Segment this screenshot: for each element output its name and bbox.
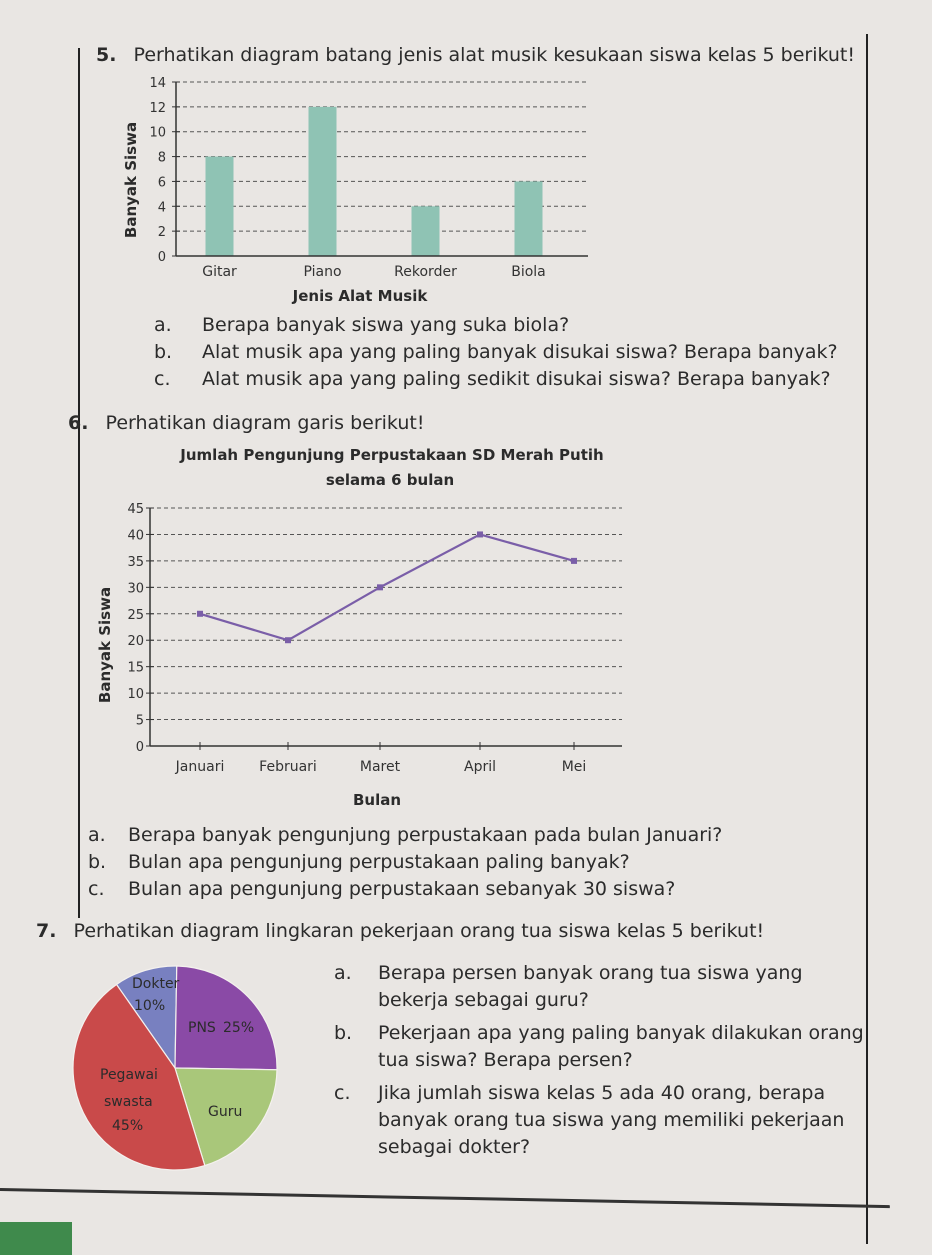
subitem-a: a. Berapa banyak siswa yang suka biola?: [154, 314, 570, 336]
line-y-tick-label: 0: [135, 740, 144, 755]
bar-y-tick-label: 12: [149, 100, 166, 116]
question-6: [68, 412, 424, 434]
line-y-tick-label: 30: [127, 581, 144, 597]
question-7: [36, 920, 764, 942]
bar-x-axis-label: Jenis Alat Musik: [292, 287, 428, 305]
line-chart-title: Jumlah Pengunjung Perpustakaan SD Merah Putih: [180, 446, 604, 464]
bar-piano: [309, 107, 337, 256]
line-category-label: Mei: [561, 759, 587, 775]
question-number: 7.: [36, 920, 57, 942]
line-chart-subtitle: selama 6 bulan: [325, 471, 455, 489]
frame-left-border: [78, 48, 80, 918]
question-5-subitems: [154, 314, 838, 390]
pie-label-guru: Guru: [208, 1104, 243, 1120]
subitem-b: b. Alat musik apa yang paling banyak disukai siswa? Berapa banyak?: [154, 341, 838, 363]
line-category-label: Januari: [175, 759, 225, 775]
line-y-tick-label: 10: [127, 687, 144, 703]
bar-y-tick-label: 8: [157, 150, 166, 166]
bar-gitar: [206, 157, 234, 256]
question-text: Perhatikan diagram batang jenis alat musik kesukaan siswa kelas 5 berikut!: [133, 44, 855, 66]
line-y-tick-label: 45: [127, 502, 144, 517]
line-chart: [90, 440, 635, 815]
frame-right-border: [866, 34, 868, 1244]
bar-rekorder: [412, 206, 440, 256]
pie-value-pegawai: 45%: [112, 1118, 144, 1134]
line-y-axis-label: Banyak Siswa: [96, 586, 114, 704]
line-y-tick-label: 35: [127, 554, 144, 570]
line-point-mei: [571, 558, 577, 564]
pie-label-pns: PNS: [188, 1020, 216, 1036]
bar-category-label: Gitar: [202, 264, 237, 280]
question-5: [96, 44, 855, 66]
subitem-c: c. Alat musik apa yang paling sedikit disukai siswa? Berapa banyak?: [154, 368, 831, 390]
line-category-label: Februari: [259, 759, 317, 775]
subitem-a: a. Berapa banyak pengunjung perpustakaan pada bulan Januari?: [88, 824, 723, 846]
question-text: Perhatikan diagram lingkaran pekerjaan orang tua siswa kelas 5 berikut!: [73, 920, 765, 942]
question-number: 5.: [96, 44, 117, 66]
pie-slice-pns: [175, 966, 277, 1070]
pie-value-pns: 25%: [223, 1020, 255, 1036]
green-page-tab: [0, 1222, 72, 1255]
line-point-januari: [197, 611, 203, 617]
bar-y-tick-label: 4: [157, 200, 166, 216]
line-x-axis-label: Bulan: [352, 791, 402, 809]
subitem-b: b. Pekerjaan apa yang paling banyak dilakukan orang tua siswa? Berapa persen?: [334, 1022, 864, 1071]
line-point-maret: [377, 584, 383, 590]
line-y-tick-label: 40: [127, 528, 144, 544]
pie-chart: [70, 955, 285, 1177]
line-y-tick-label: 5: [135, 713, 144, 729]
line-y-tick-label: 15: [127, 660, 144, 676]
bar-y-tick-label: 0: [157, 250, 166, 265]
line-category-label: April: [464, 759, 496, 775]
pie-value-dokter: 10%: [134, 998, 166, 1014]
line-point-april: [477, 531, 483, 537]
question-6-subitems: [88, 824, 722, 900]
pie-label-dokter: Dokter: [132, 976, 180, 992]
pie-label-pegawai: Pegawai: [100, 1067, 158, 1083]
subitem-b: b. Bulan apa pengunjung perpustakaan paling banyak?: [88, 851, 630, 873]
line-y-tick-label: 25: [127, 607, 144, 623]
subitem-a: a. Berapa persen banyak orang tua siswa yang bekerja sebagai guru?: [334, 962, 803, 1011]
subitem-c: c. Bulan apa pengunjung perpustakaan sebanyak 30 siswa?: [88, 878, 676, 900]
bar-y-tick-label: 10: [149, 125, 166, 141]
question-number: 6.: [68, 412, 89, 434]
bar-chart: [110, 70, 610, 310]
bar-y-tick-label: 6: [157, 175, 166, 191]
subitem-c: c. Jika jumlah siswa kelas 5 ada 40 orang, berapa banyak orang tua siswa yang memiliki pekerjaan sebagai dokter?: [334, 1082, 845, 1158]
bar-category-label: Piano: [303, 264, 342, 280]
bar-category-label: Rekorder: [394, 264, 457, 280]
line-point-februari: [285, 637, 291, 643]
frame-bottom-border: [0, 1188, 890, 1208]
question-text: Perhatikan diagram garis berikut!: [105, 412, 425, 434]
bar-y-axis-label: Banyak Siswa: [122, 121, 140, 239]
bar-category-label: Biola: [511, 264, 546, 280]
line-category-label: Maret: [359, 759, 401, 775]
question-7-subitems: [334, 960, 864, 1161]
bar-y-tick-label: 2: [157, 225, 166, 241]
bar-biola: [515, 181, 543, 256]
line-y-tick-label: 20: [127, 634, 144, 650]
pie-label-swasta: swasta: [104, 1094, 153, 1110]
bar-y-tick-label: 14: [149, 76, 166, 91]
